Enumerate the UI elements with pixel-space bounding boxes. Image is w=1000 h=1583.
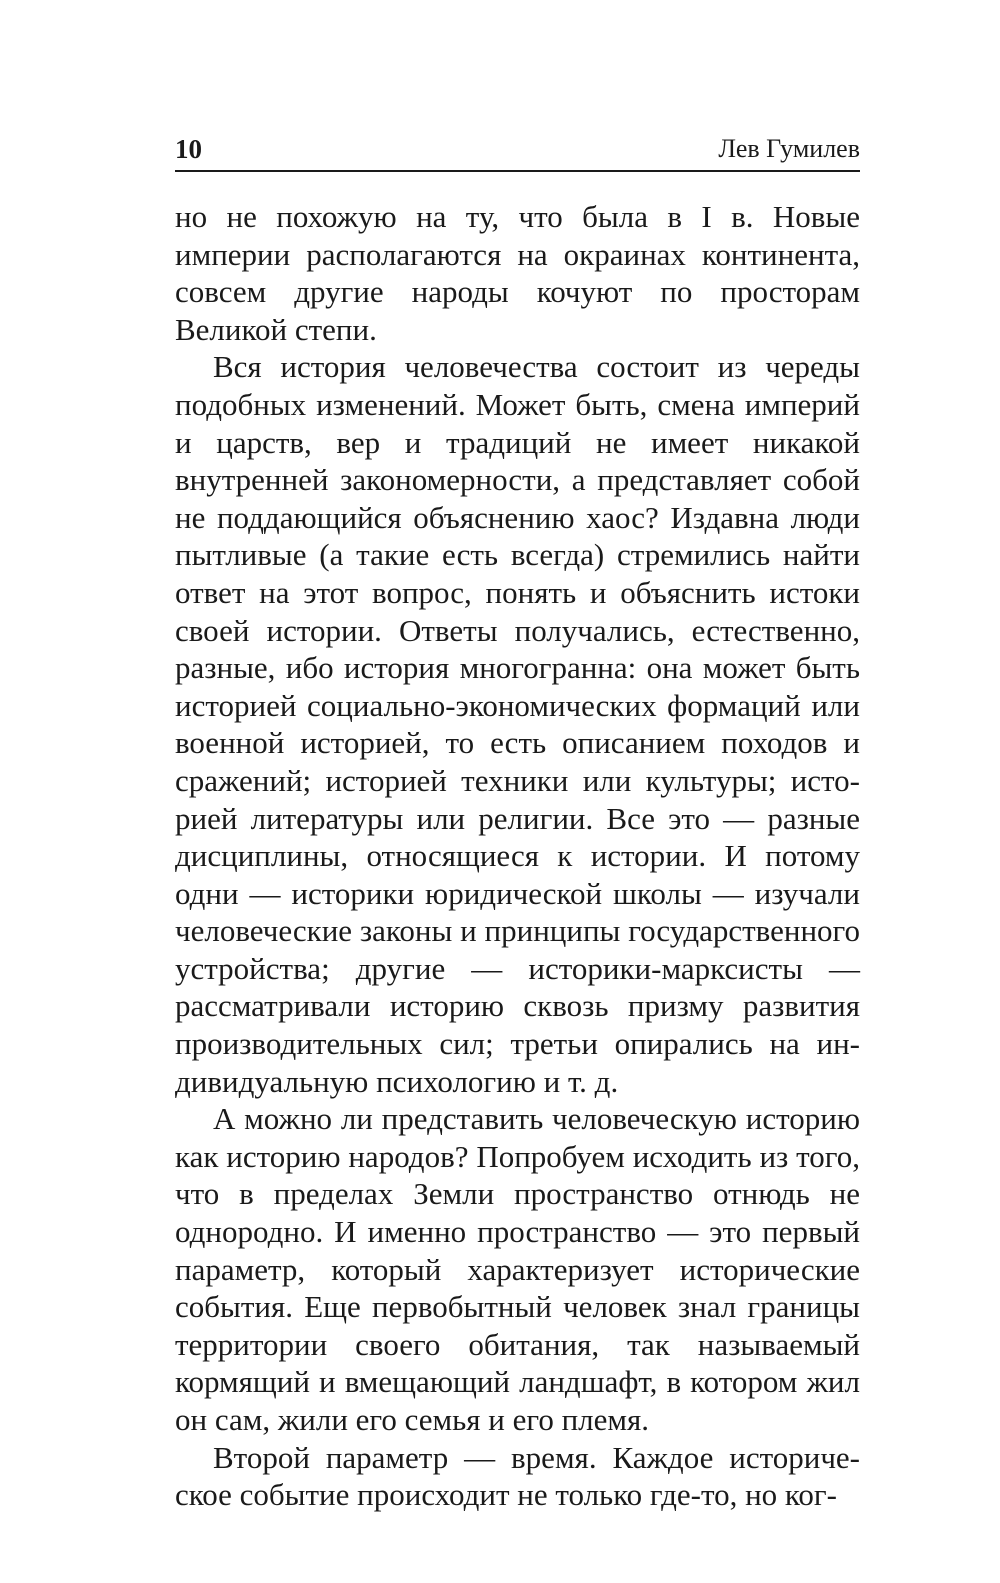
paragraph-1: но не похожую на ту, что была в I в. Новые империи располагаются на окраинах континента, совсем другие народы кочуют по просторам Великой степи. (175, 199, 860, 347)
body-text (175, 198, 860, 1514)
paragraph-2: Вся история человечества состоит из череды подобных изменений. Может быть, смена империй и царств, вер и традиций не имеет никакой внутренней закономерности, а представляет собой не поддающийся объяснению хаос? Издавна люди пытливые (а такие есть всегда) стремились найти ответ на этот вопрос, понять и объяснить истоки своей истории. Ответы получались, естественно, разные, ибо история многогранна: она может быть историей социально-экономических формаций или военной историей, то есть описанием походов и сражений; историей техники или культуры; историей литературы или религии. Все это — разные дисциплины, относящиеся к истории. И потому одни — историки юридической школы — изучали человеческие законы и принципы государственного устройства; другие — историки-марксисты — рассматривали историю сквозь призму развития производительных сил; третьи опирались на индивидуальную психологию и т. д. (175, 349, 860, 1099)
paragraph-3: А можно ли представить человеческую историю как историю народов? Попробуем исходить из того, что в пределах Земли пространство отнюдь не однородно. И именно пространство — это первый параметр, который характеризует исторические события. Еще первобытный человек знал границы территории своего обитания, так называемый кормящий и вмещающий ландшафт, в котором жил он сам, жили его семья и его племя. (175, 1101, 860, 1437)
page-number: 10 (175, 134, 202, 164)
running-head-author: Лев Гумилев (718, 134, 860, 163)
paragraph-4: Второй параметр — время. Каждое историческое событие происходит не только где-то, но ког- (175, 1439, 860, 1513)
running-head (175, 130, 860, 172)
